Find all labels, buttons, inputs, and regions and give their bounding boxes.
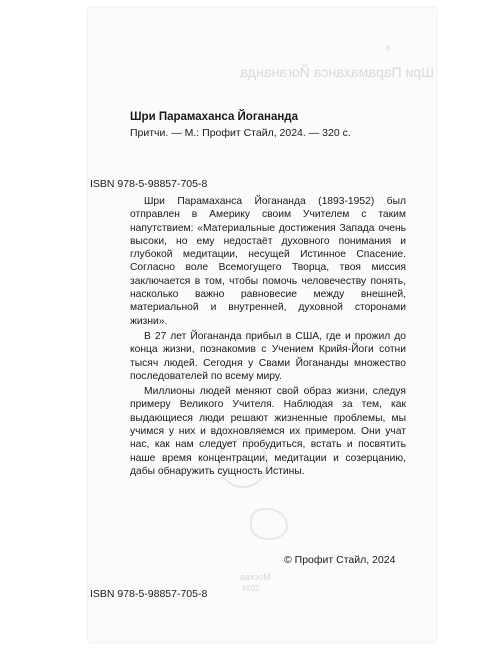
isbn-bottom: ISBN 978-5-98857-705-8	[90, 588, 208, 600]
show-through-year: 2024	[242, 584, 260, 593]
annotation-text	[130, 195, 406, 480]
annotation-paragraph: Шри Парамаханса Йогананда (1893-1952) был отправлен в Америку своим Учителем с таким напутствием: «Материальные достижения Запада очень высоки, но ему недостаёт духовного понимания и глубокой медитации, несущей Истинное Спасение. Согласно воле Всемогущего Творца, твоя миссия заключается в том, чтобы помочь человечеству понять, насколько важно равновесие между внешней, материальной и внутренней, духовной сторонами жизни».	[130, 196, 406, 327]
copyright-line: © Профит Стайл, 2024	[284, 554, 396, 566]
show-through-city: Москва	[240, 572, 271, 582]
show-through-title: Шри Парамаханса Йогананда	[240, 64, 434, 80]
author-name: Шри Парамаханса Йогананда	[130, 111, 299, 123]
annotation-paragraph: Миллионы людей меняют свой образ жизни, следуя примеру Великого Учителя. Наблюдая за тем, как выдающиеся люди решают жизненные проблемы, мы учимся у них и вдохновляемся их примером. Они учат нас, как нам следует пробудиться, встать и посвятить наше время концентрации, медитации и созерцанию, дабы обнаружить сущность Истины.	[130, 386, 406, 477]
annotation-paragraph: В 27 лет Йогананда прибыл в США, где и прожил до конца жизни, познакомив с Учением Крийя-Йоги сотни тысяч людей. Сегодня у Свами Йогананды множество последователей по всему миру.	[130, 330, 406, 382]
show-through-leaf-icon	[250, 508, 288, 540]
bibliographic-line: Притчи. — М.: Профит Стайл, 2024. — 320 с.	[130, 127, 351, 139]
isbn-top: ISBN 978-5-98857-705-8	[90, 178, 208, 190]
show-through-page-number: 6	[386, 44, 391, 53]
